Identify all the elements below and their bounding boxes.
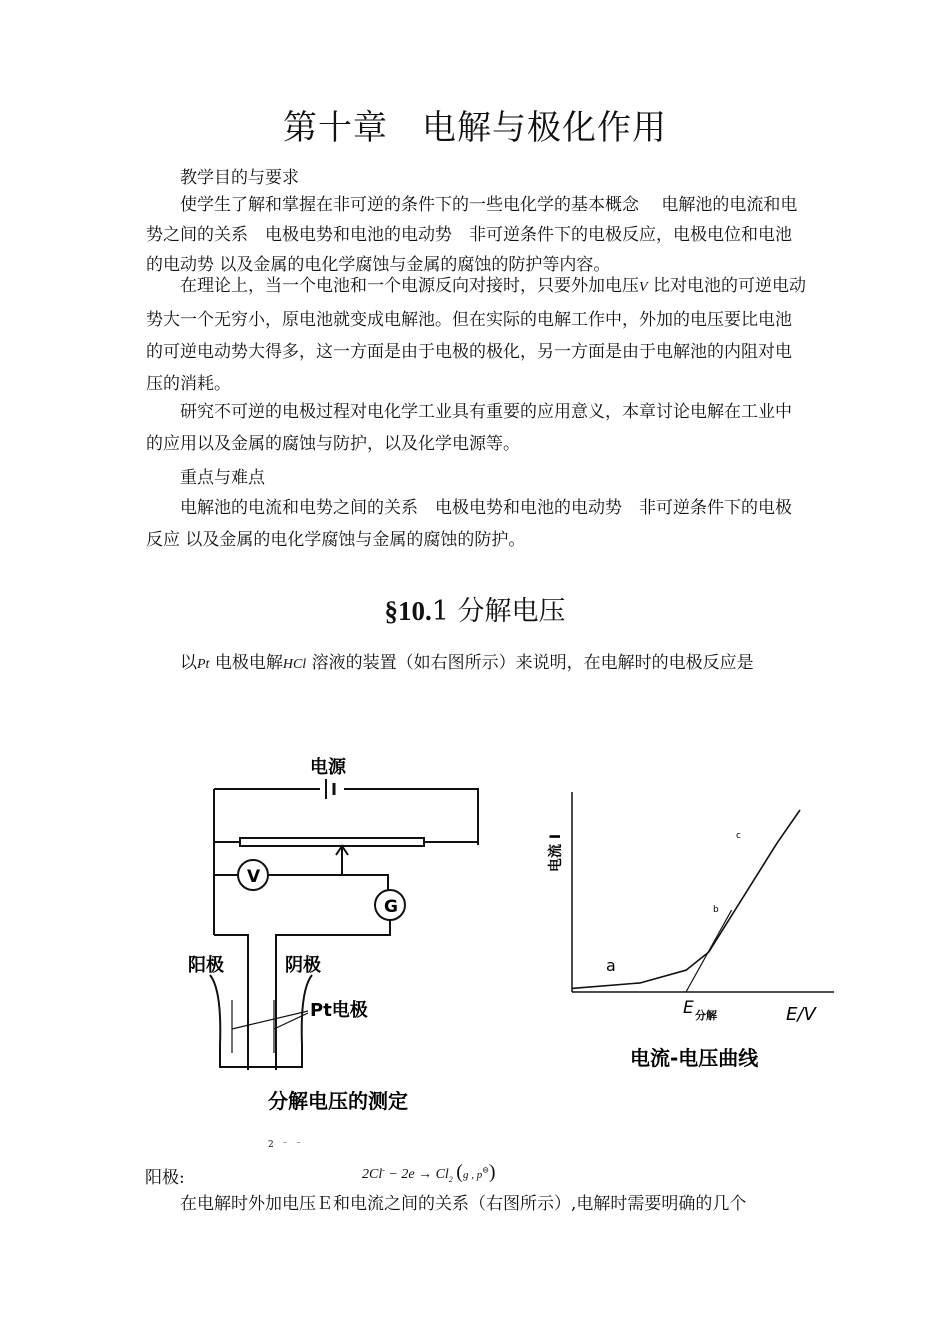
galvanometer-wire — [276, 920, 390, 1070]
last-line: 在电解时外加电压Ｅ和电流之间的关系（右图所示）,电解时需要明确的几个 — [180, 1194, 747, 1214]
chapter-title — [0, 100, 950, 149]
chapter-name: 电解与极化作用 — [422, 108, 667, 148]
eq-minus: - — [382, 1165, 385, 1175]
region-label-a: a — [606, 956, 616, 975]
voltage-variable: V — [639, 280, 648, 295]
extrapolation-line — [686, 910, 732, 992]
chart-title: 电流-电压曲线 — [630, 1046, 759, 1070]
eq-subscript: 2 — [448, 1174, 453, 1184]
theory-text-1: 在理论上，当一个电池和一个电源反向对接时，只要外加电压 — [180, 276, 639, 296]
intro-text-1: 以 — [180, 653, 197, 673]
hcl-symbol: HCl — [282, 657, 307, 672]
rheostat — [240, 838, 424, 846]
intro-text-2: 电极电解 — [209, 653, 283, 673]
section-number: §10. — [384, 596, 432, 626]
eq-left: 2Cl — [362, 1167, 383, 1182]
decomposition-subscript: 分解 — [695, 1009, 717, 1022]
current-voltage-chart — [540, 780, 840, 1080]
apparatus-caption: 分解电压的测定 — [268, 1089, 408, 1113]
anode-small-marks: 2 ⁻ ⁻ — [268, 1140, 304, 1150]
section-name: 分解电压 — [457, 596, 566, 627]
chapter-number: 第十章 — [283, 108, 388, 148]
galvanometer-label: G — [384, 897, 398, 917]
anode-equation: $2Cl^- - 2e \to Cl_2$ (g , p⊖) — [362, 1161, 496, 1184]
eq-middle: − 2e → Cl — [388, 1167, 449, 1182]
intro-paragraph — [146, 651, 806, 677]
region-label-c: c — [736, 831, 741, 841]
beaker — [210, 975, 312, 1067]
objectives-heading: 教学目的与要求 — [180, 168, 299, 188]
anode-label: 阳极: — [145, 1168, 185, 1188]
section-subnumber: 1 — [431, 596, 449, 627]
theory-paragraph — [146, 270, 806, 400]
keypoints-heading: 重点与难点 — [180, 468, 265, 488]
region-label-b: b — [713, 905, 719, 915]
pt-symbol: Pt — [197, 657, 210, 672]
electrolysis-apparatus-diagram — [170, 745, 490, 1130]
electrode-label: Pt电极 — [310, 1000, 368, 1021]
cathode-label: 阴极 — [285, 955, 321, 976]
decomposition-e-label: E — [683, 998, 694, 1018]
voltmeter-label: V — [247, 867, 261, 887]
keypoints-text: 电解池的电流和电势之间的关系 电极电势和电池的电动势 非可逆条件下的电极反应 以及金属的电化学腐蚀与金属的腐蚀的防护。 — [146, 498, 792, 550]
objectives-text: 使学生了解和掌握在非可逆的条件下的一些电化学的基本概念 电解池的电流和电势之间的关系 电极电势和电池的电动势 非可逆条件下的电极反应，电极电位和电池的电动势 以及金属的电化学腐蚀与金属的腐蚀的防护等内容。 — [146, 195, 798, 275]
power-label: 电源 — [310, 757, 346, 778]
theory-text-2: 比对电池的可逆电动势大一个无穷小，原电池就变成电解池。但在实际的电解工作中，外加的电压要比电池的可逆电动势大得多，这一方面是由于电极的极化，另一方面是由于电解池的内阻对电压的消耗。 — [146, 276, 806, 394]
anode-label: 阳极 — [188, 955, 224, 976]
eq-standard: ⊖ — [482, 1165, 489, 1175]
section-heading — [0, 589, 950, 628]
eq-state: g , p — [462, 1169, 483, 1181]
intro-text-3: 溶液的装置（如右图所示）来说明，在电解时的电极反应是 — [306, 653, 754, 673]
power-wire — [214, 789, 478, 845]
research-paragraph: 研究不可逆的电极过程对电化学工业具有重要的应用意义，本章讨论电解在工业中的应用以及金属的腐蚀与防护，以及化学电源等。 — [146, 402, 792, 454]
pointer-line-1 — [232, 1011, 308, 1029]
x-axis-label: E/V — [786, 1004, 816, 1025]
y-axis-label: 电流 I — [548, 833, 564, 872]
